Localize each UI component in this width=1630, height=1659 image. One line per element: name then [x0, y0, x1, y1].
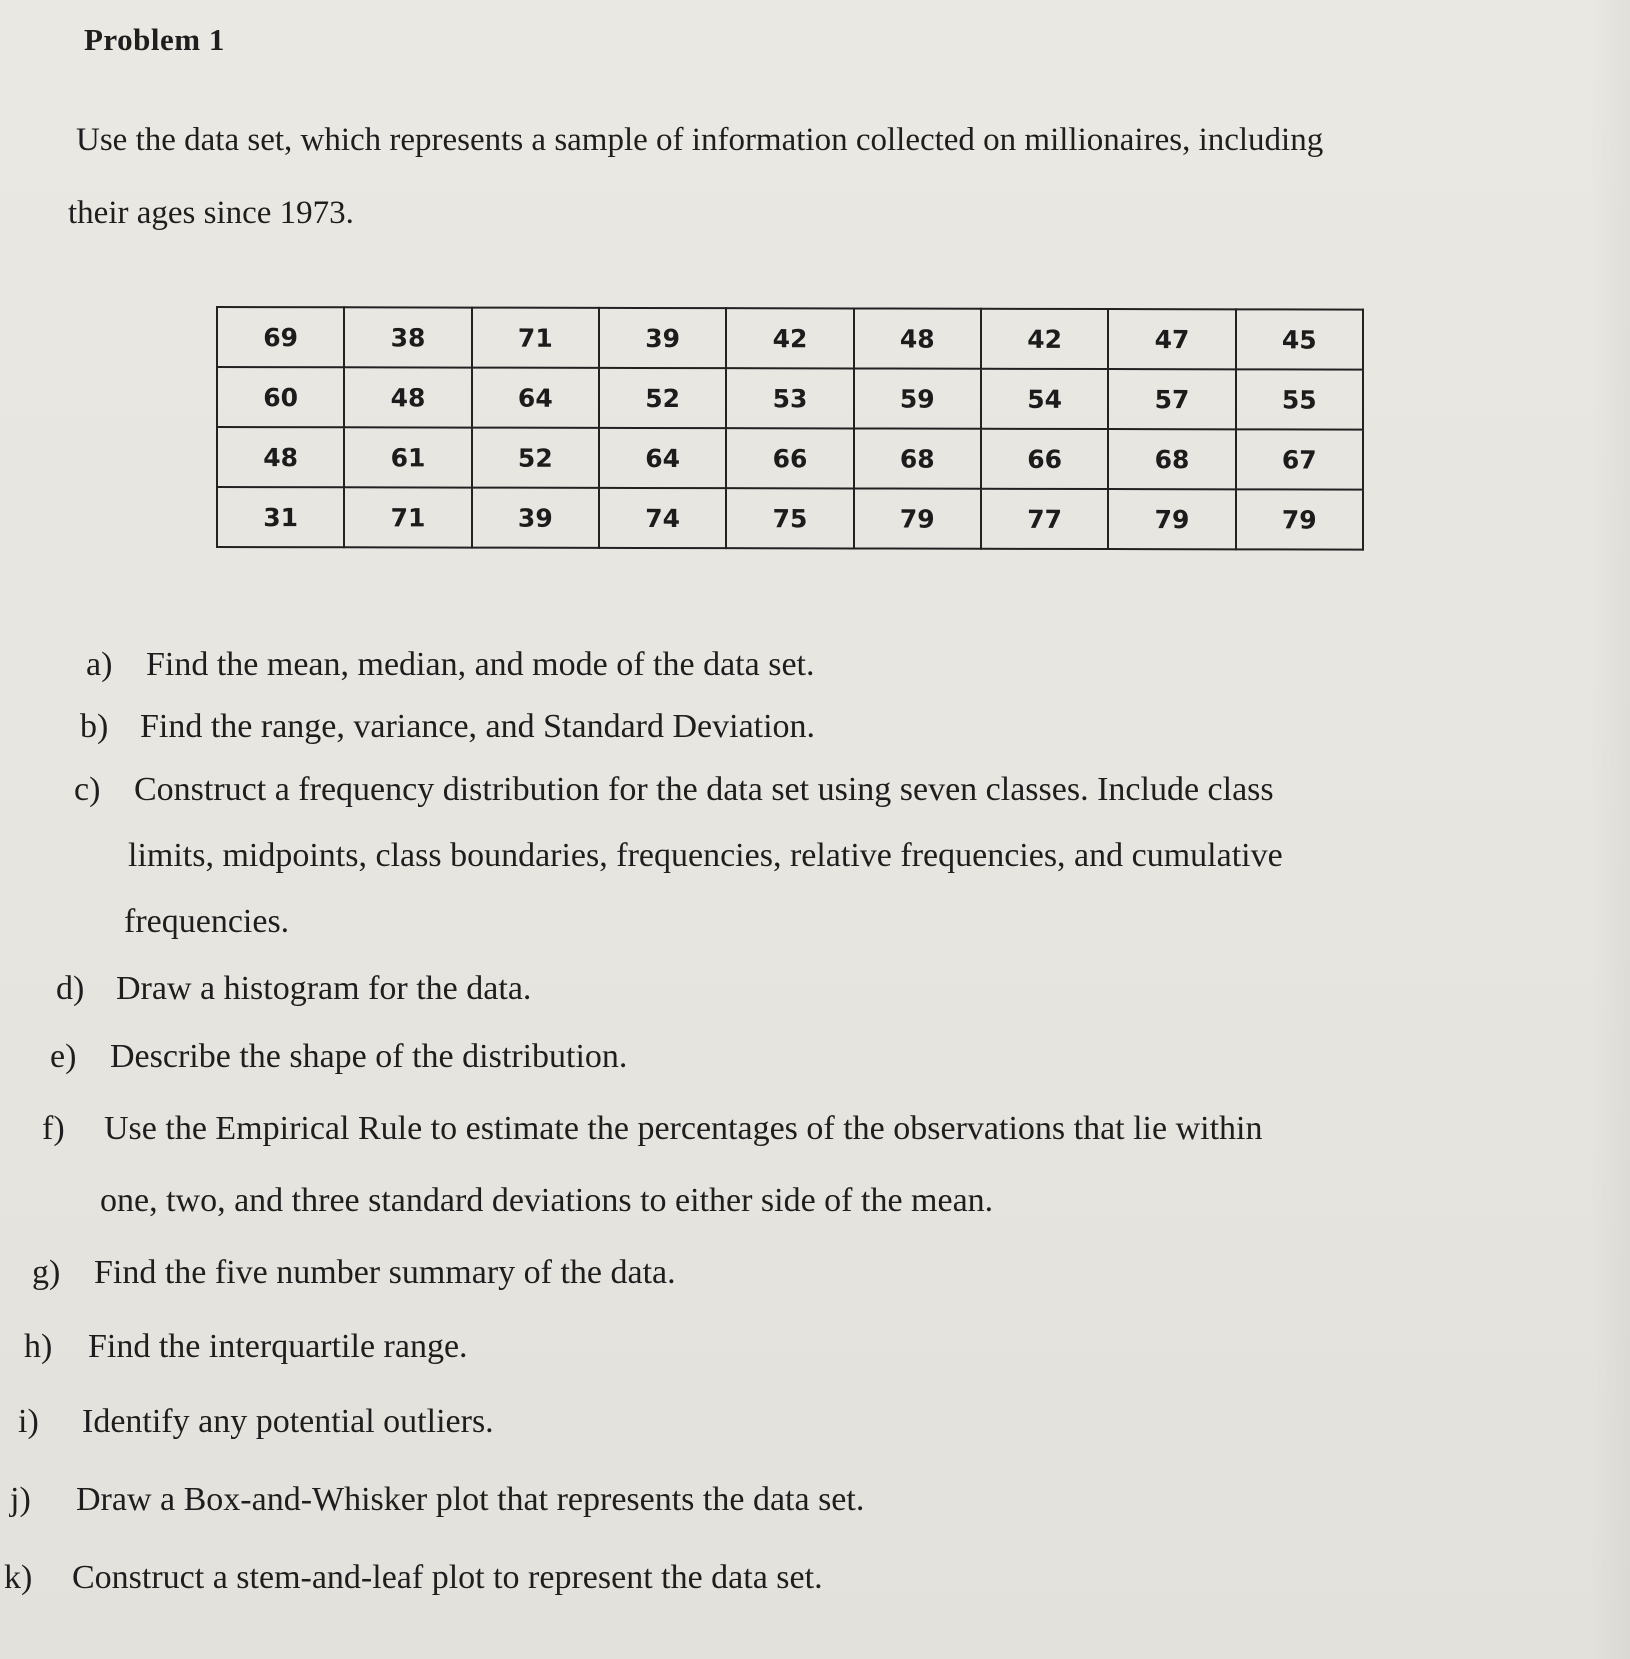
table-cell: 38 — [344, 307, 471, 367]
question-f — [42, 1110, 1263, 1219]
question-j-text: Draw a Box-and-Whisker plot that represents the data set. — [76, 1481, 865, 1518]
table-cell: 79 — [1108, 489, 1235, 549]
table-cell: 74 — [599, 488, 726, 548]
question-e-text: Describe the shape of the distribution. — [110, 1038, 628, 1075]
intro-line-2: their ages since 1973. — [68, 195, 354, 231]
table-cell: 47 — [1108, 309, 1235, 369]
intro-line-1: Use the data set, which represents a sample of information collected on millionaires, including — [76, 122, 1324, 158]
table-cell: 71 — [472, 308, 599, 368]
question-k — [4, 1559, 823, 1597]
table-cell: 79 — [1236, 489, 1363, 549]
table-cell: 60 — [217, 367, 344, 427]
question-e-label: e) — [50, 1038, 77, 1075]
question-f-label: f) — [42, 1110, 65, 1147]
question-d-label: d) — [56, 970, 85, 1007]
table-cell: 45 — [1236, 309, 1363, 369]
question-c-line2: limits, midpoints, class boundaries, frequencies, relative frequencies, and cumulative — [128, 837, 1283, 874]
question-k-label: k) — [4, 1559, 33, 1596]
question-i — [18, 1403, 494, 1441]
table-cell: 59 — [854, 368, 981, 428]
question-j-label: j) — [10, 1481, 31, 1518]
question-e — [50, 1038, 628, 1076]
table-cell: 75 — [726, 488, 853, 548]
question-a-text: Find the mean, median, and mode of the data set. — [146, 646, 815, 683]
question-a-label: a) — [86, 646, 113, 683]
question-g-text: Find the five number summary of the data. — [94, 1254, 676, 1291]
question-c-line3: frequencies. — [124, 903, 290, 940]
question-h-text: Find the interquartile range. — [88, 1328, 468, 1365]
table-cell: 42 — [726, 308, 853, 368]
question-g — [32, 1254, 676, 1292]
question-b-text: Find the range, variance, and Standard Deviation. — [140, 708, 816, 745]
page-shadow — [1590, 0, 1630, 1659]
table-cell: 67 — [1236, 429, 1363, 489]
table-cell: 57 — [1108, 369, 1235, 429]
table-cell: 68 — [1108, 429, 1235, 489]
question-d — [56, 970, 532, 1008]
question-c-label: c) — [74, 771, 101, 808]
table-cell: 52 — [472, 428, 599, 488]
table-cell: 39 — [472, 488, 599, 548]
table-cell: 52 — [599, 368, 726, 428]
table-cell: 48 — [854, 308, 981, 368]
question-f-line2: one, two, and three standard deviations to either side of the mean. — [100, 1182, 994, 1219]
table-cell: 54 — [981, 369, 1108, 429]
table-cell: 42 — [981, 309, 1108, 369]
table-cell: 79 — [854, 488, 981, 548]
question-a — [86, 646, 815, 684]
table-cell: 68 — [854, 428, 981, 488]
table-row — [217, 307, 1363, 370]
table-cell: 53 — [726, 368, 853, 428]
table-row — [217, 367, 1363, 430]
table-cell: 66 — [726, 428, 853, 488]
question-k-text: Construct a stem-and-leaf plot to represent the data set. — [72, 1559, 823, 1596]
question-g-label: g) — [32, 1254, 61, 1291]
question-h-label: h) — [24, 1328, 53, 1365]
table-cell: 69 — [217, 307, 344, 367]
question-j — [10, 1481, 865, 1519]
table-cell: 64 — [472, 368, 599, 428]
table-cell: 66 — [981, 429, 1108, 489]
table-cell: 31 — [217, 487, 344, 547]
question-b — [80, 708, 816, 746]
table-row — [217, 427, 1363, 490]
question-i-label: i) — [18, 1403, 39, 1440]
table-cell: 71 — [344, 487, 471, 547]
table-row — [217, 487, 1363, 550]
question-i-text: Identify any potential outliers. — [82, 1403, 494, 1440]
question-b-label: b) — [80, 708, 109, 745]
table-cell: 48 — [217, 427, 344, 487]
question-d-text: Draw a histogram for the data. — [116, 970, 532, 1007]
question-h — [24, 1328, 468, 1366]
table-cell: 61 — [344, 427, 471, 487]
table-cell: 48 — [344, 367, 471, 427]
problem-title: Problem 1 — [84, 22, 225, 57]
question-f-text: Use the Empirical Rule to estimate the percentages of the observations that lie within — [104, 1110, 1263, 1147]
question-c-text: Construct a frequency distribution for the data set using seven classes. Include class — [134, 771, 1274, 808]
question-c — [74, 771, 1283, 940]
table-cell: 39 — [599, 308, 726, 368]
data-table — [216, 306, 1364, 551]
table-cell: 64 — [599, 428, 726, 488]
table-cell: 77 — [981, 489, 1108, 549]
table-cell: 55 — [1236, 369, 1363, 429]
